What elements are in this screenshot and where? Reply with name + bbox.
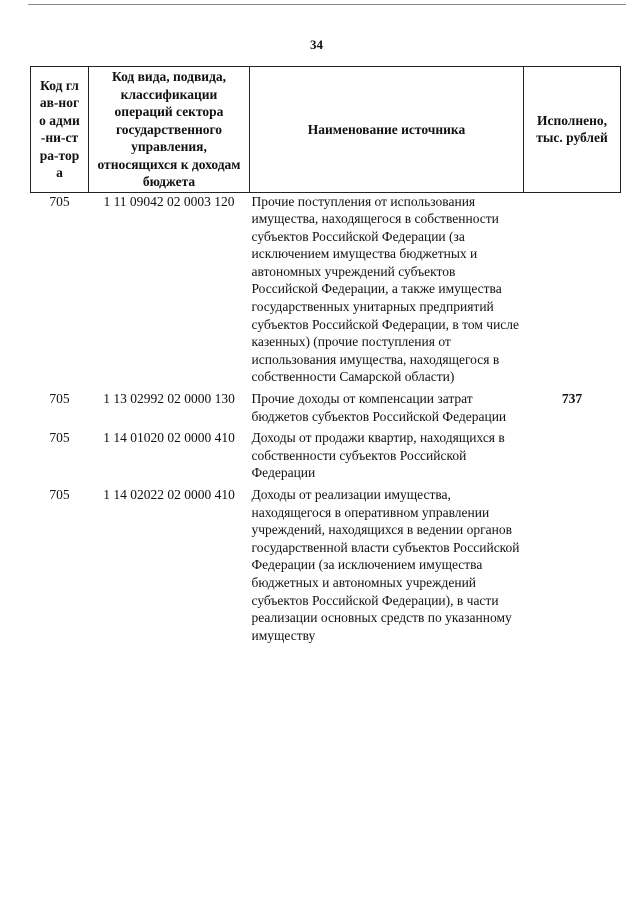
row-source-name: Прочие поступления от использования имущества, находящегося в собственности субъектов Российской Федерации (за исключением имущества бюджетных и автономных учреждений субъектов Российской Федерации, а также имущества государственных унитарных предприятий субъектов Российской Федерации, в том числе казенных) (прочие поступления от использования имущества, находящегося в собственности Самарской области) — [251, 193, 520, 385]
row-amount — [524, 429, 621, 486]
table-row — [31, 486, 621, 648]
row-admin-code: 705 — [49, 193, 70, 209]
row-amount: 737 — [561, 391, 583, 407]
row-classification-code: 1 14 01020 02 0000 410 — [103, 430, 235, 446]
table-row — [31, 390, 621, 429]
top-rule — [28, 4, 626, 5]
header-source-name — [250, 67, 524, 193]
header-admin-code-label: Код глав-ного адми-ни-стра-тора — [39, 77, 80, 181]
row-amount — [524, 192, 621, 390]
row-source-name: Прочие доходы от компенсации затрат бюджетов субъектов Российской Федерации — [251, 391, 507, 424]
row-classification-code: 1 11 09042 02 0003 120 — [103, 193, 235, 209]
header-admin-code — [31, 67, 89, 193]
header-source-name-label: Наименование источника — [307, 121, 466, 137]
row-amount — [524, 486, 621, 648]
header-classification-code-label: Код вида, подвида, классификации операций сектора государственного управления, относящихся к доходам бюджета — [97, 69, 241, 189]
row-classification-code: 1 13 02992 02 0000 130 — [103, 391, 235, 407]
table-row — [31, 192, 621, 390]
row-source-name: Доходы от продажи квартир, находящихся в собственности субъектов Российской Федерации — [251, 430, 505, 481]
header-amount — [524, 67, 621, 193]
row-source-name: Доходы от реализации имущества, находящегося в оперативном управлении учреждений, находящихся в ведении органов государственной власти субъектов Российской Федерации (за исключением имущества бюджетных и автономных учреждений субъектов Российской Федерации), в части реализации основных средств по указанному имуществу — [251, 487, 520, 643]
header-amount-label: Исполнено, тыс. рублей — [536, 112, 608, 146]
row-admin-code: 705 — [49, 391, 70, 407]
table-row — [31, 429, 621, 486]
header-classification-code — [89, 67, 250, 193]
page-number: 34 — [310, 37, 323, 52]
row-classification-code: 1 14 02022 02 0000 410 — [103, 487, 235, 502]
row-admin-code: 705 — [49, 487, 70, 502]
table-header-row — [31, 67, 621, 193]
revenue-table — [30, 66, 621, 648]
row-admin-code: 705 — [49, 430, 70, 446]
